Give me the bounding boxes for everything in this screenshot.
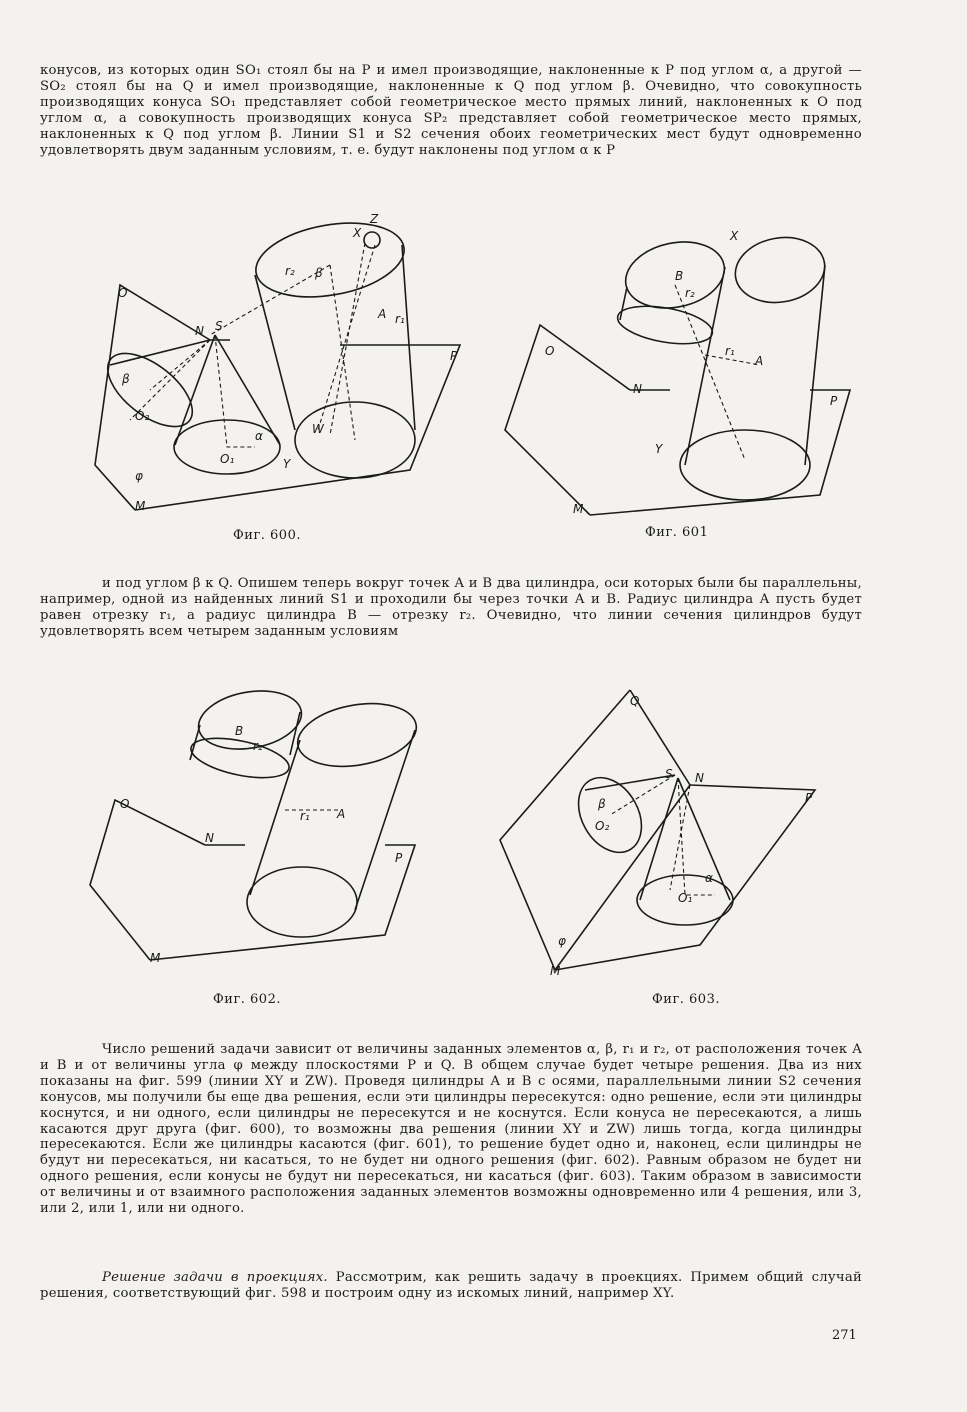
paragraph-4 [40, 1270, 862, 1302]
subheading-projections: Решение задачи в проекциях. [102, 1270, 328, 1285]
label-N: N [195, 324, 204, 338]
label-O: O [120, 797, 130, 811]
caption-fig-602: Фиг. 602. [213, 992, 281, 1007]
label-P: P [830, 394, 838, 408]
label-X: X [353, 226, 362, 240]
label-alpha: α [255, 429, 263, 443]
caption-fig-603: Фиг. 603. [652, 992, 720, 1007]
figure-601 [505, 225, 865, 520]
label-beta: β [122, 372, 130, 386]
label-r2: r₂ [685, 286, 695, 300]
label-W: W [312, 422, 324, 436]
label-N: N [633, 382, 642, 396]
label-Q: Q [630, 694, 640, 708]
label-O: O [545, 344, 555, 358]
label-B: B [235, 724, 244, 738]
label-alpha: α [705, 871, 713, 885]
caption-fig-601: Фиг. 601 [645, 525, 709, 540]
page-number: 271 [832, 1328, 857, 1343]
label-r1: r₁ [300, 809, 310, 823]
label-X: X [730, 229, 739, 243]
label-Z: Z [370, 212, 379, 226]
paragraph-4-text: Рассмотрим, как решить задачу в проекциях. Примем общий случай решения, соответствующий фиг. 598 и построим одну из искомых линий, например XY. [40, 1270, 862, 1301]
paragraph-3: Число решений задачи зависит от величины заданных элементов α, β, r₁ и r₂, от расположения точек A и B и от величины угла φ между плоскостями P и Q. В общем случае будет четыре решения. Два из них показаны на фиг. 599 (линии XY и ZW). Проведя цилиндры A и B с осями, параллельными линии S2 сечения конусов, мы получили бы еще два решения, если эти цилиндры пересекутся: одно решение, если эти цилиндры коснутся, и ни одного, если цилиндры не пересекутся и не коснутся. Если конуса не пересекаются, а лишь касаются друг друга (фиг. 600), то возможны два решения (линии XY и ZW) лишь тогда, когда цилиндры пересекаются. Если же цилиндры касаются (фиг. 601), то решение будет одно и, наконец, если цилиндры не будут ни пересекаться, ни касаться, то не будет ни одного решения (фиг. 602). Равным образом не будет ни одного решения, если конусы не будут ни пересекаться, ни касаться (фиг. 603). Таким образом в зависимости от величины и от взаимного расположения заданных элементов возможны одновременно или 4 решения, или 3, или 2, или 1, или ни одного. [40, 1042, 862, 1217]
label-S: S [215, 319, 223, 333]
label-B: β [315, 266, 323, 280]
label-M: M [135, 499, 146, 513]
paragraph-2: и под углом β к Q. Опишем теперь вокруг точек A и B два цилиндра, оси которых были бы параллельны, например, одной из найденных линий S1 и проходили бы через точки A и B. Радиус цилиндра A пусть будет равен отрезку r₁, а радиус цилиндра B — отрезку r₂. Очевидно, что линии сечения цилиндров будут удовлетворять всем четырем заданным условиям [40, 576, 862, 639]
label-M: M [150, 951, 161, 965]
label-M: M [573, 502, 584, 516]
label-S: S [665, 767, 673, 781]
label-A: A [755, 354, 764, 368]
paragraph-1: конусов, из которых один SO₁ стоял бы на P и имел производящие, наклоненные к P под углом α, а другой — SO₂ стоял бы на Q и имел производящие, наклоненные к Q под углом β. Очевидно, что совокупность производящих конуса SO₁ представляет собой геометрическое место прямых линий, наклоненных к O под углом α, а совокупность производящих конуса SP₂ представляет собой геометрическое место прямых, наклоненных к Q под углом β. Линии S1 и S2 сечения обоих геометрических мест будут одновременно удовлетворять двум заданным условиям, т. е. будут наклонены под углом α к P [40, 63, 862, 158]
figure-603 [500, 690, 840, 980]
label-O2: O₂ [135, 409, 150, 423]
label-P: P [395, 851, 403, 865]
label-B: B [675, 269, 684, 283]
label-O: O [118, 286, 128, 300]
label-r1: r₁ [395, 312, 405, 326]
label-beta: β [598, 797, 606, 811]
label-N: N [205, 831, 214, 845]
figure-602 [85, 680, 445, 970]
label-A: A [378, 307, 387, 321]
label-phi: φ [135, 469, 143, 483]
figure-600 [90, 205, 490, 515]
label-r2: r₂ [253, 739, 263, 753]
label-O1: O₁ [678, 891, 693, 905]
label-P: P [805, 791, 813, 805]
label-M: M [550, 964, 561, 978]
label-Y: Y [655, 442, 663, 456]
label-A: A [337, 807, 346, 821]
label-O2: O₂ [595, 819, 610, 833]
label-O1: O₁ [220, 452, 235, 466]
label-P: P [450, 349, 458, 363]
label-phi: φ [558, 934, 566, 948]
label-Y: Y [283, 457, 291, 471]
caption-fig-600: Фиг. 600. [233, 528, 301, 543]
label-N: N [695, 771, 704, 785]
label-r1: r₁ [725, 344, 735, 358]
label-r2: r₂ [285, 264, 295, 278]
